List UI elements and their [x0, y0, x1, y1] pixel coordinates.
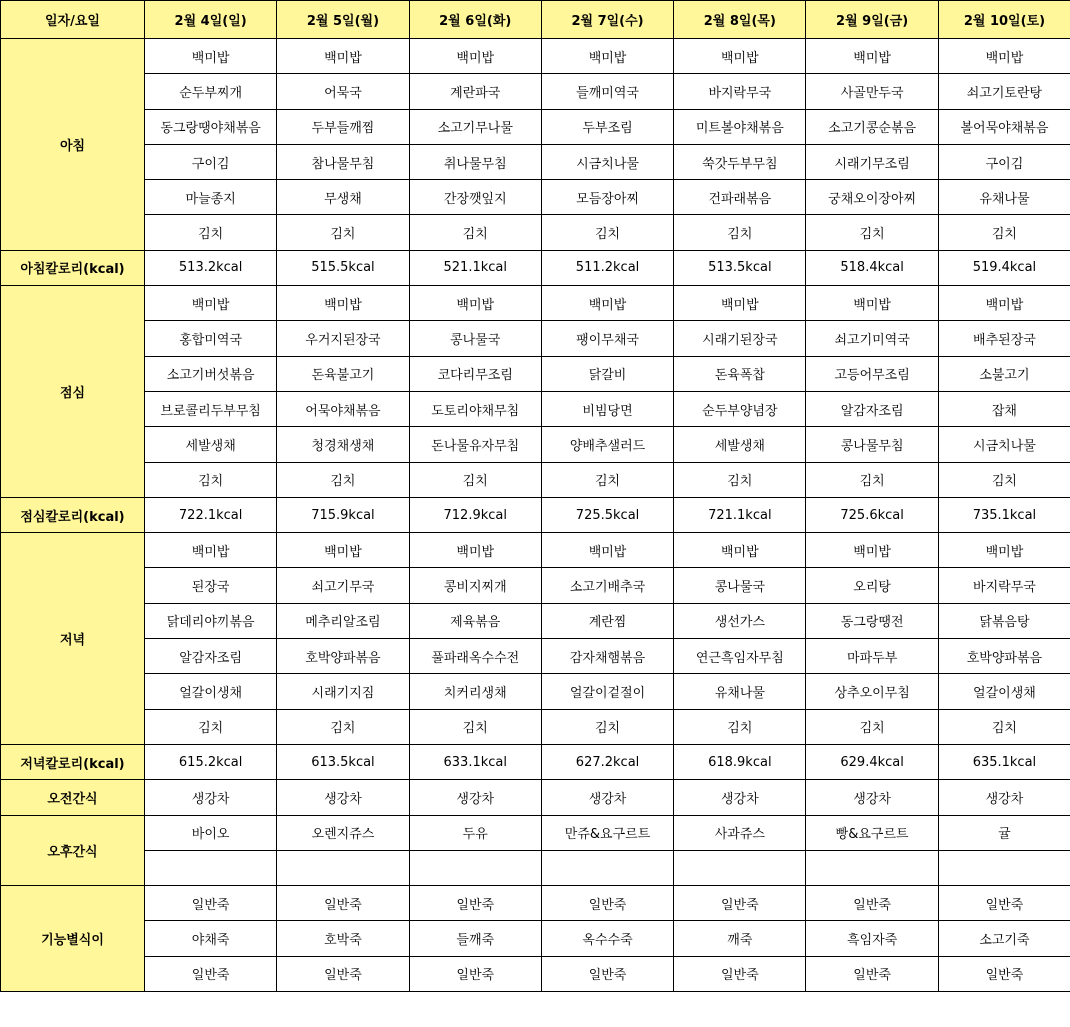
- table-cell: [409, 850, 541, 885]
- table-cell: [674, 850, 806, 885]
- table-cell: 콩나물무침: [806, 427, 938, 462]
- table-cell: 김치: [674, 709, 806, 744]
- table-cell: 백미밥: [674, 39, 806, 74]
- table-cell: 일반죽: [938, 886, 1070, 921]
- table-cell: 백미밥: [674, 286, 806, 321]
- table-cell: 모듬장아찌: [541, 180, 673, 215]
- table-cell: 쑥갓두부무침: [674, 144, 806, 179]
- table-cell: 옥수수죽: [541, 921, 673, 956]
- table-row: [1, 497, 1070, 532]
- table-cell: 들깨미역국: [541, 74, 673, 109]
- table-row: [1, 180, 1070, 215]
- table-cell: 김치: [541, 709, 673, 744]
- table-row: [1, 109, 1070, 144]
- table-cell: 633.1kcal: [409, 744, 541, 779]
- table-cell: 생강차: [541, 780, 673, 815]
- table-cell: 비빔당면: [541, 391, 673, 426]
- header-row: [1, 1, 1070, 39]
- table-cell: 양배추샐러드: [541, 427, 673, 462]
- table-cell: 생강차: [674, 780, 806, 815]
- table-cell: 백미밥: [938, 39, 1070, 74]
- row-label: 아침: [1, 39, 145, 251]
- table-cell: 백미밥: [674, 533, 806, 568]
- table-cell: 김치: [409, 462, 541, 497]
- table-cell: 쇠고기미역국: [806, 321, 938, 356]
- table-cell: 백미밥: [409, 39, 541, 74]
- table-cell: 두유: [409, 815, 541, 850]
- table-cell: 어묵야채볶음: [277, 391, 409, 426]
- table-cell: 쇠고기무국: [277, 568, 409, 603]
- table-row: [1, 956, 1070, 991]
- table-cell: 볼어묵야채볶음: [938, 109, 1070, 144]
- table-cell: 시래기지짐: [277, 674, 409, 709]
- table-cell: 콩비지찌개: [409, 568, 541, 603]
- table-cell: 627.2kcal: [541, 744, 673, 779]
- table-cell: 돈육폭찹: [674, 356, 806, 391]
- table-cell: 얼갈이겉절이: [541, 674, 673, 709]
- table-cell: 사과쥬스: [674, 815, 806, 850]
- row-label: 저녁칼로리(kcal): [1, 744, 145, 779]
- table-cell: 미트볼야채볶음: [674, 109, 806, 144]
- table-cell: 소고기콩순볶음: [806, 109, 938, 144]
- table-cell: 마늘종지: [145, 180, 277, 215]
- table-cell: 시래기무조림: [806, 144, 938, 179]
- table-cell: 브로콜리두부무침: [145, 391, 277, 426]
- table-cell: 바이오: [145, 815, 277, 850]
- table-cell: 건파래볶음: [674, 180, 806, 215]
- table-row: [1, 462, 1070, 497]
- table-cell: 715.9kcal: [277, 497, 409, 532]
- table-row: [1, 39, 1070, 74]
- table-cell: 일반죽: [541, 956, 673, 991]
- table-cell: 상추오이무침: [806, 674, 938, 709]
- table-cell: 세발생채: [674, 427, 806, 462]
- table-cell: 김치: [145, 215, 277, 250]
- table-cell: 깨죽: [674, 921, 806, 956]
- row-label: 기능별식이: [1, 886, 145, 992]
- table-cell: 519.4kcal: [938, 250, 1070, 285]
- table-cell: 호박양파볶음: [938, 639, 1070, 674]
- row-label: 저녁: [1, 533, 145, 745]
- table-cell: 사골만두국: [806, 74, 938, 109]
- table-cell: 일반죽: [277, 956, 409, 991]
- table-cell: 소고기버섯볶음: [145, 356, 277, 391]
- table-row: [1, 427, 1070, 462]
- table-cell: 613.5kcal: [277, 744, 409, 779]
- table-cell: 배추된장국: [938, 321, 1070, 356]
- table-row: [1, 815, 1070, 850]
- table-cell: 김치: [277, 462, 409, 497]
- table-cell: 취나물무침: [409, 144, 541, 179]
- table-cell: 도토리야채무침: [409, 391, 541, 426]
- table-cell: 유채나물: [674, 674, 806, 709]
- table-cell: 빵&요구르트: [806, 815, 938, 850]
- table-cell: 시금치나물: [938, 427, 1070, 462]
- table-cell: 계란파국: [409, 74, 541, 109]
- header-cell: 2월 8일(목): [674, 1, 806, 39]
- table-cell: [938, 850, 1070, 885]
- table-cell: 513.2kcal: [145, 250, 277, 285]
- table-cell: [541, 850, 673, 885]
- meal-plan-body: [1, 39, 1070, 992]
- table-cell: 바지락무국: [674, 74, 806, 109]
- table-cell: 세발생채: [145, 427, 277, 462]
- table-cell: 백미밥: [541, 533, 673, 568]
- table-cell: 일반죽: [806, 886, 938, 921]
- table-cell: 고등어무조림: [806, 356, 938, 391]
- table-cell: 김치: [541, 215, 673, 250]
- table-cell: 생강차: [938, 780, 1070, 815]
- table-cell: 귤: [938, 815, 1070, 850]
- table-cell: 생강차: [806, 780, 938, 815]
- table-cell: 구이김: [145, 144, 277, 179]
- table-cell: 콩나물국: [409, 321, 541, 356]
- table-cell: 백미밥: [145, 286, 277, 321]
- table-cell: 돈나물유자무침: [409, 427, 541, 462]
- table-row: [1, 674, 1070, 709]
- table-cell: 유채나물: [938, 180, 1070, 215]
- table-row: [1, 321, 1070, 356]
- table-cell: [277, 850, 409, 885]
- table-cell: 쇠고기토란탕: [938, 74, 1070, 109]
- table-cell: 백미밥: [145, 39, 277, 74]
- table-cell: 소고기죽: [938, 921, 1070, 956]
- table-cell: 백미밥: [277, 286, 409, 321]
- table-cell: [806, 850, 938, 885]
- header-cell: 2월 7일(수): [541, 1, 673, 39]
- table-cell: 김치: [541, 462, 673, 497]
- table-cell: 김치: [409, 215, 541, 250]
- table-cell: 잡채: [938, 391, 1070, 426]
- table-cell: 생강차: [277, 780, 409, 815]
- table-row: [1, 639, 1070, 674]
- table-cell: 생강차: [409, 780, 541, 815]
- table-cell: 두부들깨찜: [277, 109, 409, 144]
- row-label: 점심칼로리(kcal): [1, 497, 145, 532]
- table-cell: 백미밥: [806, 286, 938, 321]
- table-row: [1, 850, 1070, 885]
- table-cell: 얼갈이생채: [145, 674, 277, 709]
- table-row: [1, 568, 1070, 603]
- table-cell: 일반죽: [145, 886, 277, 921]
- table-cell: 일반죽: [806, 956, 938, 991]
- table-cell: 순두부찌개: [145, 74, 277, 109]
- table-cell: 계란찜: [541, 603, 673, 638]
- table-cell: 생강차: [145, 780, 277, 815]
- table-row: [1, 603, 1070, 638]
- table-cell: 일반죽: [541, 886, 673, 921]
- table-cell: 만쥬&요구르트: [541, 815, 673, 850]
- table-cell: 팽이무채국: [541, 321, 673, 356]
- table-cell: 김치: [806, 709, 938, 744]
- table-cell: 일반죽: [938, 956, 1070, 991]
- row-label: 오후간식: [1, 815, 145, 886]
- table-cell: 백미밥: [277, 533, 409, 568]
- table-cell: 치커리생채: [409, 674, 541, 709]
- header-cell: 2월 9일(금): [806, 1, 938, 39]
- table-cell: 무생채: [277, 180, 409, 215]
- table-cell: [145, 850, 277, 885]
- table-cell: 백미밥: [938, 533, 1070, 568]
- table-row: [1, 533, 1070, 568]
- table-cell: 간장깻잎지: [409, 180, 541, 215]
- table-cell: 백미밥: [277, 39, 409, 74]
- table-row: [1, 886, 1070, 921]
- table-cell: 순두부양념장: [674, 391, 806, 426]
- table-row: [1, 780, 1070, 815]
- header-cell: 2월 5일(월): [277, 1, 409, 39]
- table-cell: 백미밥: [938, 286, 1070, 321]
- table-row: [1, 744, 1070, 779]
- table-cell: 호박죽: [277, 921, 409, 956]
- table-cell: 일반죽: [409, 886, 541, 921]
- table-cell: 닭데리야끼볶음: [145, 603, 277, 638]
- table-cell: 백미밥: [409, 533, 541, 568]
- table-cell: 김치: [409, 709, 541, 744]
- table-cell: 725.6kcal: [806, 497, 938, 532]
- table-cell: 연근흑임자무침: [674, 639, 806, 674]
- table-cell: 511.2kcal: [541, 250, 673, 285]
- table-row: [1, 74, 1070, 109]
- table-cell: 722.1kcal: [145, 497, 277, 532]
- table-cell: 김치: [277, 215, 409, 250]
- table-cell: 야채죽: [145, 921, 277, 956]
- table-cell: 코다리무조림: [409, 356, 541, 391]
- table-cell: 소고기배추국: [541, 568, 673, 603]
- table-cell: 일반죽: [145, 956, 277, 991]
- table-cell: 김치: [806, 215, 938, 250]
- table-cell: 635.1kcal: [938, 744, 1070, 779]
- header-cell: 일자/요일: [1, 1, 145, 39]
- table-cell: 일반죽: [409, 956, 541, 991]
- table-cell: 735.1kcal: [938, 497, 1070, 532]
- table-cell: 구이김: [938, 144, 1070, 179]
- table-cell: 김치: [145, 709, 277, 744]
- table-cell: 백미밥: [806, 533, 938, 568]
- table-cell: 콩나물국: [674, 568, 806, 603]
- table-cell: 오리탕: [806, 568, 938, 603]
- table-cell: 시금치나물: [541, 144, 673, 179]
- header-cell: 2월 10일(토): [938, 1, 1070, 39]
- table-cell: 김치: [938, 462, 1070, 497]
- table-cell: 김치: [277, 709, 409, 744]
- table-cell: 515.5kcal: [277, 250, 409, 285]
- row-label: 아침칼로리(kcal): [1, 250, 145, 285]
- table-row: [1, 391, 1070, 426]
- table-cell: 돈육불고기: [277, 356, 409, 391]
- table-cell: 된장국: [145, 568, 277, 603]
- table-cell: 712.9kcal: [409, 497, 541, 532]
- table-cell: 바지락무국: [938, 568, 1070, 603]
- table-cell: 호박양파볶음: [277, 639, 409, 674]
- table-cell: 제육볶음: [409, 603, 541, 638]
- table-cell: 풀파래옥수수전: [409, 639, 541, 674]
- table-row: [1, 921, 1070, 956]
- header-cell: 2월 6일(화): [409, 1, 541, 39]
- table-cell: 김치: [674, 215, 806, 250]
- table-cell: 721.1kcal: [674, 497, 806, 532]
- table-row: [1, 356, 1070, 391]
- table-cell: 일반죽: [674, 956, 806, 991]
- row-label: 오전간식: [1, 780, 145, 815]
- row-label: 점심: [1, 286, 145, 498]
- table-row: [1, 250, 1070, 285]
- table-cell: 흑임자죽: [806, 921, 938, 956]
- table-cell: 알감자조림: [145, 639, 277, 674]
- table-cell: 김치: [145, 462, 277, 497]
- table-cell: 521.1kcal: [409, 250, 541, 285]
- table-cell: 백미밥: [541, 39, 673, 74]
- table-cell: 소불고기: [938, 356, 1070, 391]
- table-row: [1, 286, 1070, 321]
- table-cell: 518.4kcal: [806, 250, 938, 285]
- table-cell: 513.5kcal: [674, 250, 806, 285]
- table-cell: 얼갈이생채: [938, 674, 1070, 709]
- table-cell: 오렌지쥬스: [277, 815, 409, 850]
- table-cell: 궁채오이장아찌: [806, 180, 938, 215]
- table-cell: 618.9kcal: [674, 744, 806, 779]
- table-cell: 청경채생채: [277, 427, 409, 462]
- table-cell: 동그랑땡야채볶음: [145, 109, 277, 144]
- table-cell: 감자채햄볶음: [541, 639, 673, 674]
- table-cell: 백미밥: [409, 286, 541, 321]
- table-cell: 두부조림: [541, 109, 673, 144]
- table-cell: 알감자조림: [806, 391, 938, 426]
- table-cell: 우거지된장국: [277, 321, 409, 356]
- table-cell: 김치: [938, 709, 1070, 744]
- table-cell: 홍합미역국: [145, 321, 277, 356]
- table-cell: 615.2kcal: [145, 744, 277, 779]
- table-cell: 닭볶음탕: [938, 603, 1070, 638]
- table-cell: 백미밥: [145, 533, 277, 568]
- table-cell: 닭갈비: [541, 356, 673, 391]
- table-cell: 백미밥: [806, 39, 938, 74]
- table-cell: 메추리알조림: [277, 603, 409, 638]
- table-cell: 시래기된장국: [674, 321, 806, 356]
- table-cell: 백미밥: [541, 286, 673, 321]
- table-cell: 일반죽: [674, 886, 806, 921]
- table-cell: 어묵국: [277, 74, 409, 109]
- table-cell: 소고기무나물: [409, 109, 541, 144]
- table-cell: 김치: [806, 462, 938, 497]
- table-cell: 629.4kcal: [806, 744, 938, 779]
- table-cell: 참나물무침: [277, 144, 409, 179]
- table-cell: 들깨죽: [409, 921, 541, 956]
- table-row: [1, 709, 1070, 744]
- header-cell: 2월 4일(일): [145, 1, 277, 39]
- table-cell: 동그랑땡전: [806, 603, 938, 638]
- table-row: [1, 144, 1070, 179]
- table-cell: 김치: [938, 215, 1070, 250]
- table-cell: 생선가스: [674, 603, 806, 638]
- table-cell: 마파두부: [806, 639, 938, 674]
- table-cell: 725.5kcal: [541, 497, 673, 532]
- table-cell: 일반죽: [277, 886, 409, 921]
- table-row: [1, 215, 1070, 250]
- table-cell: 김치: [674, 462, 806, 497]
